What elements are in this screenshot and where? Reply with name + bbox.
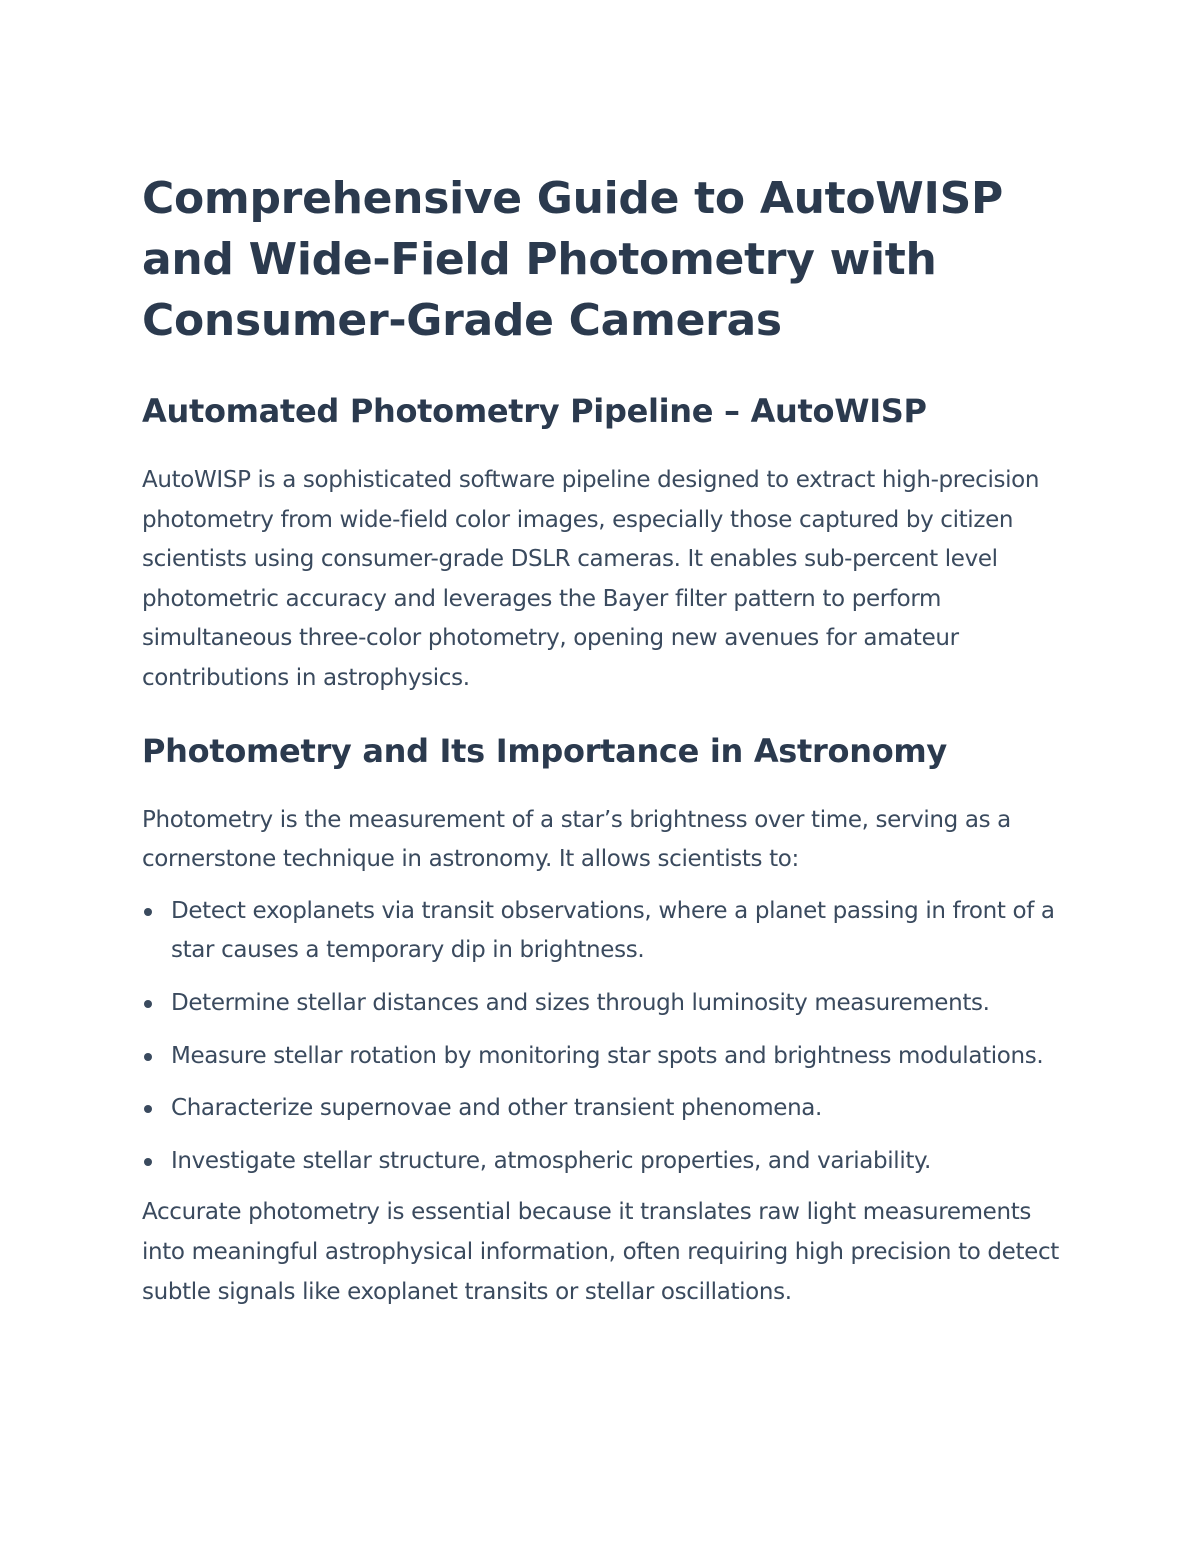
list-item-text: Detect exoplanets via transit observations, where a planet passing in front of a star causes a temporary dip in brightness. bbox=[171, 897, 1055, 964]
list-item-text: Measure stellar rotation by monitoring star spots and brightness modulations. bbox=[171, 1042, 1044, 1069]
list-item bbox=[142, 1037, 1072, 1077]
list-item-text: Investigate stellar structure, atmospheric properties, and variability. bbox=[171, 1147, 931, 1174]
list-item bbox=[142, 984, 1072, 1024]
list-item bbox=[142, 1089, 1072, 1129]
document-page bbox=[142, 168, 1072, 1312]
section-heading-photometry: Photometry and Its Importance in Astronomy bbox=[142, 731, 947, 770]
bullet-icon bbox=[144, 908, 152, 916]
bullet-icon bbox=[144, 1053, 152, 1061]
document-title: Comprehensive Guide to AutoWISP and Wide-Field Photometry with Consumer-Grade Cameras bbox=[142, 173, 1003, 346]
section-intro-photometry: Photometry is the measurement of a star’s brightness over time, serving as a cornerstone technique in astronomy. It allows scientists to: bbox=[142, 806, 1011, 873]
bullet-icon bbox=[144, 1158, 152, 1166]
list-item-text: Characterize supernovae and other transient phenomena. bbox=[171, 1095, 823, 1122]
section-heading-autowisp: Automated Photometry Pipeline – AutoWISP bbox=[142, 392, 927, 430]
photometry-uses-list bbox=[142, 892, 1072, 1182]
list-item bbox=[142, 1142, 1072, 1182]
bullet-icon bbox=[144, 1105, 152, 1113]
section-paragraph-autowisp: AutoWISP is a sophisticated software pipeline designed to extract high-precision photometry from wide-field color images, especially those captured by citizen scientists using consumer-grade DSLR cameras. It enables sub-percent level photometric accuracy and leverages the Bayer filter pattern to perform simultaneous three-color photometry, opening new avenues for amateur contributions in astrophysics. bbox=[142, 467, 1040, 691]
list-item bbox=[142, 892, 1072, 971]
section-closing-photometry: Accurate photometry is essential because it translates raw light measurements into meaningful astrophysical information, often requiring high precision to detect subtle signals like exoplanet transits or stellar oscillations. bbox=[142, 1199, 1059, 1305]
bullet-icon bbox=[144, 1000, 152, 1008]
list-item-text: Determine stellar distances and sizes through luminosity measurements. bbox=[171, 989, 990, 1016]
